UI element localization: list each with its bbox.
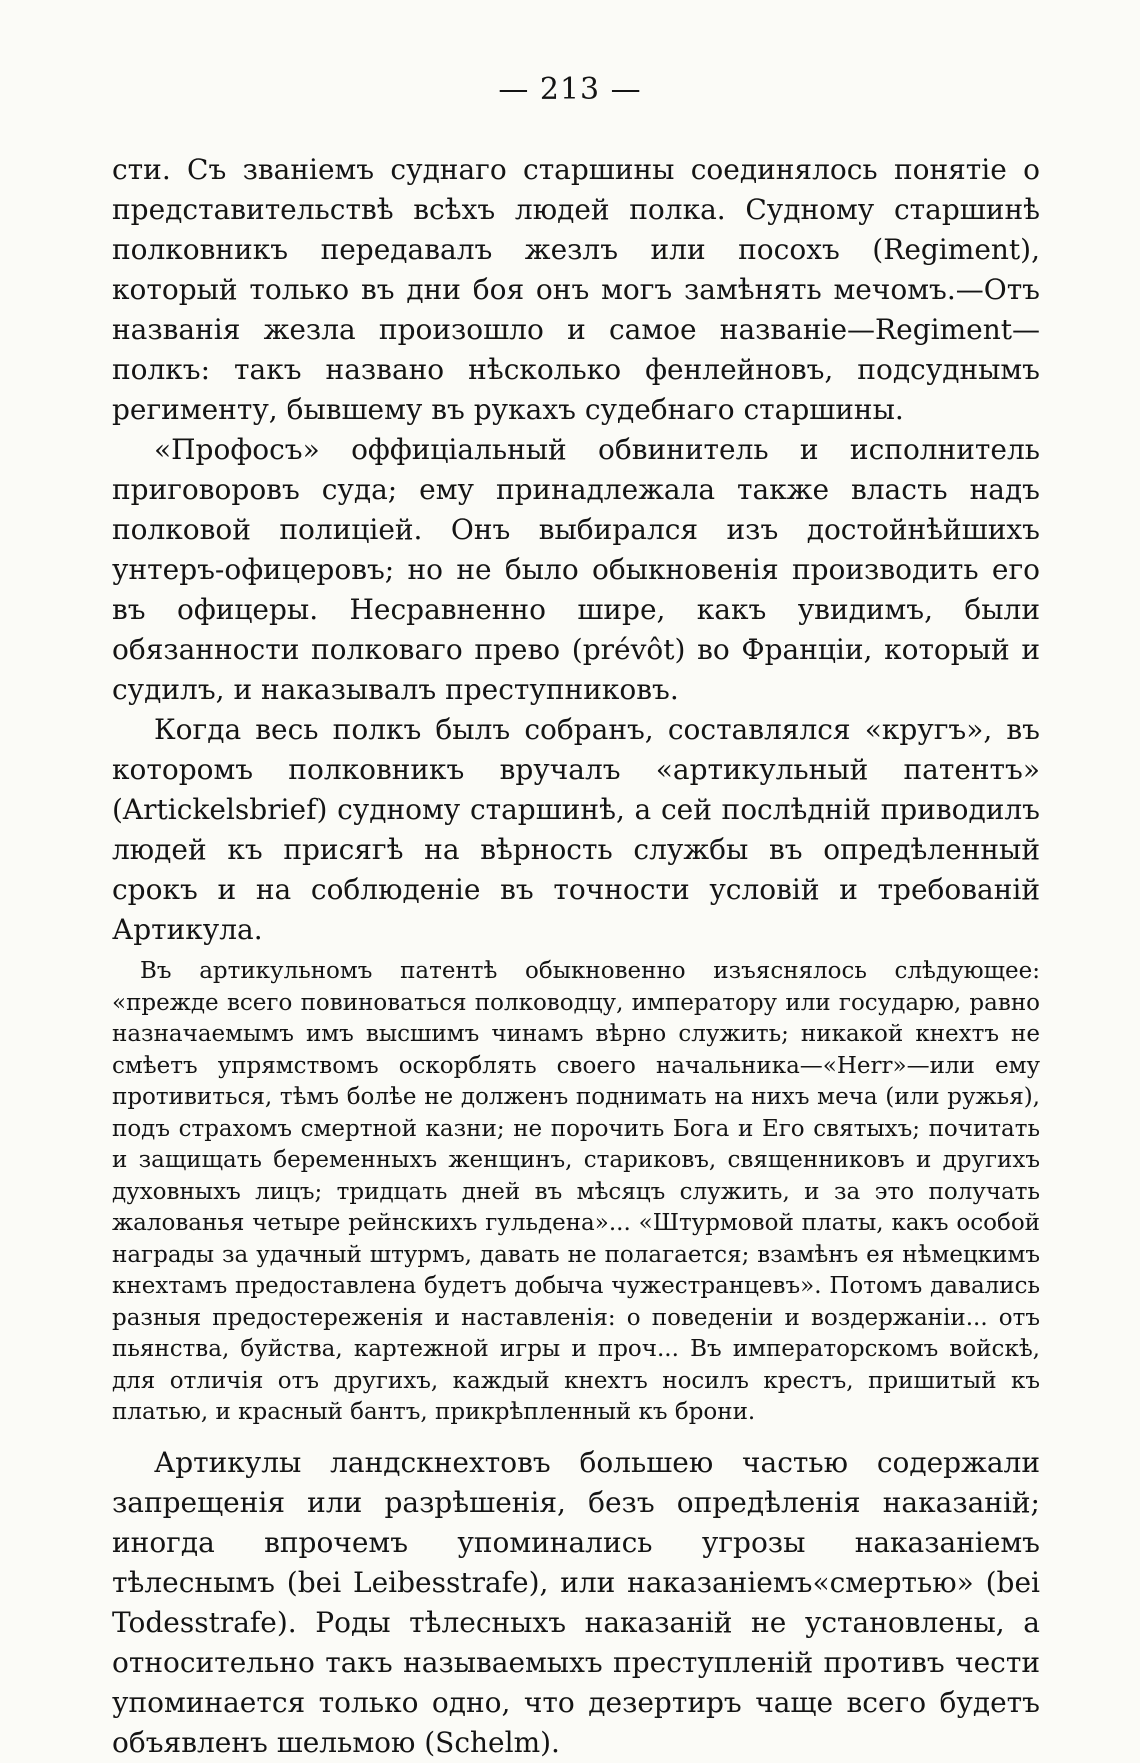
paragraph-4: Артикулы ландскнехтовъ большею частью содержали запрещенія или разрѣшенія, безъ опредѣленія наказаній; иногда впрочемъ упоминались угрозы наказаніемъ тѣлеснымъ (bei Leibesstrafe), или наказаніемъ«смертью» (bei Todesstrafe). Роды тѣлесныхъ наказаній не установлены, а относительно такъ называемыхъ преступленій противъ чести упоминается только одно, что дезертиръ чаще всего будетъ объявленъ шельмою (Schelm). [112, 1445, 1040, 1759]
paragraph-small-print: Въ артикульномъ патентѣ обыкновенно изъяснялось слѣдующее: «прежде всего повиноваться полководцу, императору или государю, равно назначаемымъ имъ высшимъ чинамъ вѣрно служить; никакой кнехтъ не смѣетъ упрямствомъ оскорблять своего начальника—«Herr»—или ему противиться, тѣмъ болѣе не долженъ поднимать на нихъ меча (или ружья), подъ страхомъ смертной казни; не порочить Бога и Его святыхъ; почитать и защищать беременныхъ женщинъ, стариковъ, священниковъ и другихъ духовныхъ лицъ; тридцать дней въ мѣсяцъ служить, и за это получать жалованья четыре рейнскихъ гульдена»... «Штурмовой платы, какъ особой награды за удачный штурмъ, давать не полагается; взамѣнъ ея нѣмецкимъ кнехтамъ предоставлена будетъ добыча чужестранцевъ». Потомъ давались разныя предостереженія и наставленія: о поведеніи и воздержаніи... отъ пьянства, буйства, картежной игры и проч... Въ императорскомъ войскѣ, для отличія отъ другихъ, каждый кнехтъ носилъ крестъ, пришитый къ платью, и красный бантъ, прикрѣпленный къ брони. [112, 958, 1040, 1425]
paragraph-1: сти. Съ званіемъ суднаго старшины соединялось понятіе о представительствѣ всѣхъ людей полка. Судному старшинѣ полковникъ передавалъ жезлъ или посохъ (Regiment), который только въ дни боя онъ могъ замѣнять мечомъ.—Отъ названія жезла произошло и самое названіе—Regiment—полкъ: такъ названо нѣсколько фенлейновъ, подсуднымъ регименту, бывшему въ рукахъ судебнаго старшины. [112, 153, 1040, 426]
page-body [112, 150, 1040, 1763]
paragraph-3: Когда весь полкъ былъ собранъ, составлялся «кругъ», въ которомъ полковникъ вручалъ «артикульный патентъ» (Artickelsbrief) судному старшинѣ, а сей послѣдній приводилъ людей къ присягѣ на вѣрность службы въ опредѣленный срокъ и на соблюденіе въ точности условій и требованій Артикула. [112, 713, 1040, 946]
page-number: — 213 — [498, 72, 642, 107]
paragraph-2: «Профосъ» оффиціальный обвинитель и исполнитель приговоровъ суда; ему принадлежала также власть надъ полковой полиціей. Онъ выбирался изъ достойнѣйшихъ унтеръ-офицеровъ; но не было обыкновенія производить его въ офицеры. Несравненно шире, какъ увидимъ, были обязанности полковаго прево (prévôt) во Франціи, который и судилъ, и наказывалъ преступниковъ. [112, 433, 1040, 706]
